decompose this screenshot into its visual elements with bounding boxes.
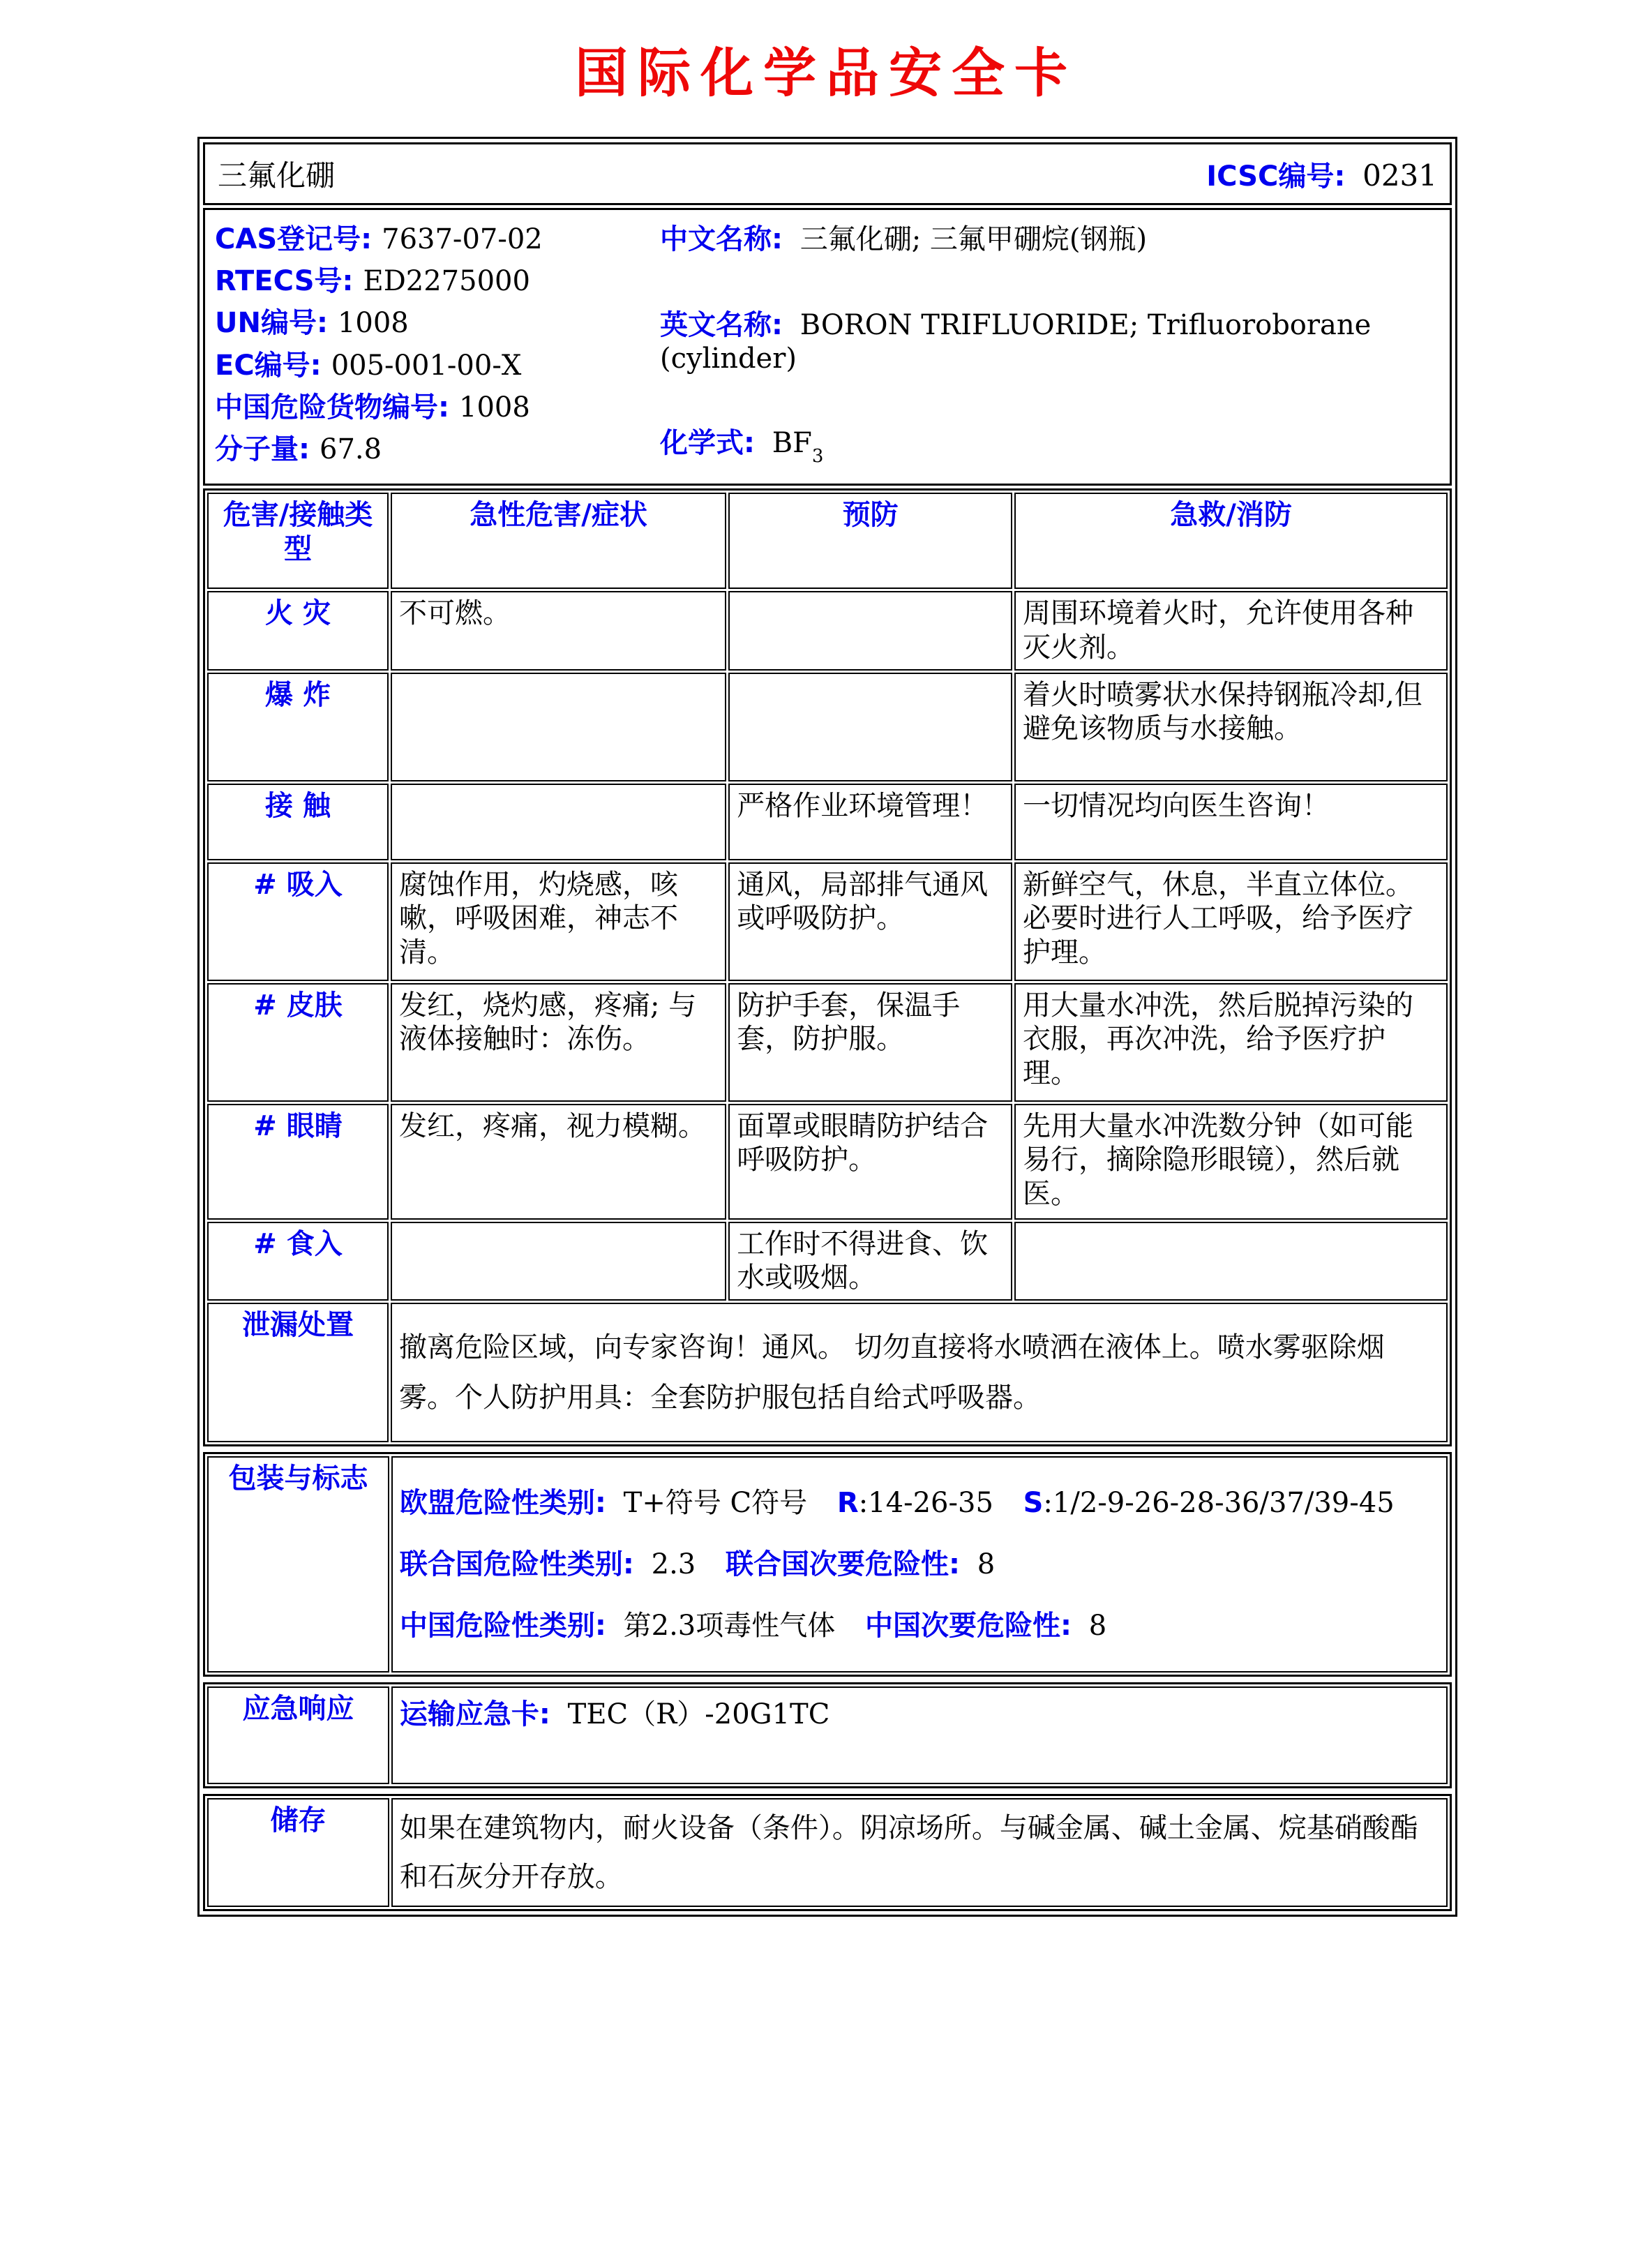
english-name-label: 英文名称: [660,309,783,341]
col-header-hazard-type: 危害/接触类型 [207,493,389,589]
packaging-table [203,1452,1452,1677]
ec-number-value: 005-001-00-X [331,349,522,382]
skin-symptoms: 发红，烧灼感，疼痛; 与液体接触时：冻伤。 [391,983,726,1102]
contact-prevention: 严格作业环境管理！ [728,784,1012,860]
ec-number-row [215,343,647,383]
transport-emergency-card-value: TEC（R）-20G1TC [567,1698,830,1731]
china-hazard-class-line [400,1604,1439,1647]
china-dg-number-row [215,385,647,425]
safety-card [197,137,1457,1917]
ingestion-prevention: 工作时不得进食、饮水或吸烟。 [728,1222,1012,1301]
un-number-value: 1008 [337,307,409,340]
card-header [203,142,1452,205]
formula-row [660,421,1437,467]
page-title: 国际化学品安全卡 [575,42,1077,104]
col-header-firstaid: 急救/消防 [1014,493,1448,589]
explosion-prevention [728,673,1012,781]
un-number-row [215,301,647,341]
hazard-row-inhalation [207,862,1448,981]
molecular-weight-row [215,427,647,467]
spill-disposal-text: 撤离危险区域，向专家咨询！通风。 切勿直接将水喷洒在液体上。喷水雾驱除烟雾。个人防护用具：全套防护服包括自给式呼吸器。 [391,1303,1448,1442]
chinese-name-value: 三氟化硼; 三氟甲硼烷(钢瓶) [799,223,1148,255]
skin-firstaid: 用大量水冲洗，然后脱掉污染的衣服，再次冲洗，给予医疗护理。 [1014,983,1448,1102]
row-label-contact: 接 触 [207,784,389,860]
english-name-row [660,303,1437,375]
ingestion-firstaid [1014,1222,1448,1301]
inhalation-firstaid: 新鲜空气，休息，半直立体位。必要时进行人工呼吸，给予医疗护理。 [1014,862,1448,981]
un-hazard-class-label: 联合国危险性类别: [399,1548,634,1581]
molecular-weight-value: 67.8 [320,433,382,465]
un-hazard-class-line [400,1543,1439,1586]
english-name-value: BORON TRIFLUORIDE; Trifluoroborane (cylinder) [660,309,1372,375]
chinese-name-label: 中文名称: [660,223,783,255]
hazard-table [203,488,1452,1446]
cas-number-value: 7637-07-02 [382,223,543,255]
fire-firstaid: 周围环境着火时，允许使用各种灭火剂。 [1014,591,1448,671]
eu-hazard-class-label: 欧盟危险性类别: [399,1487,606,1520]
col-header-prevention: 预防 [728,493,1012,589]
packaging-row [207,1456,1448,1673]
emergency-response-row [207,1686,1448,1784]
emergency-response-table [203,1682,1452,1788]
eu-hazard-class-line [400,1481,1439,1525]
formula-subscript: 3 [811,446,824,467]
chinese-name-row [660,217,1437,257]
hazard-row-skin [207,983,1448,1102]
hazard-row-spill-disposal [207,1303,1448,1442]
inhalation-prevention: 通风，局部排气通风或呼吸防护。 [728,862,1012,981]
hazard-row-contact [207,784,1448,860]
storage-content: 如果在建筑物内，耐火设备（条件）。阴凉场所。与碱金属、碱土金属、烷基硝酸酯和石灰分开存放。 [391,1798,1448,1907]
china-subsidiary-risk-value: 8 [1088,1610,1107,1643]
packaging-content [391,1456,1448,1673]
hazard-row-explosion [207,673,1448,781]
hazard-row-eyes [207,1104,1448,1220]
icsc-number-label: ICSC编号: [1206,160,1346,193]
china-subsidiary-risk-label: 中国次要危险性: [864,1610,1072,1643]
r-phrases-label: R [836,1487,859,1520]
hazard-table-header-row [207,493,1448,589]
fire-prevention [728,591,1012,671]
cas-number-label: CAS登记号: [215,223,373,255]
row-label-spill-disposal: 泄漏处置 [207,1303,389,1442]
row-label-eyes: # 眼睛 [207,1104,389,1220]
rtecs-number-value: ED2275000 [363,265,530,298]
transport-emergency-card-label: 运输应急卡: [399,1698,550,1731]
contact-firstaid: 一切情况均向医生咨询！ [1014,784,1448,860]
rtecs-number-row [215,259,647,299]
ingestion-symptoms [391,1222,726,1301]
explosion-symptoms [391,673,726,781]
row-label-explosion: 爆 炸 [207,673,389,781]
eyes-firstaid: 先用大量水冲洗数分钟（如可能易行，摘除隐形眼镜），然后就医。 [1014,1104,1448,1220]
row-label-inhalation: # 吸入 [207,862,389,981]
s-phrases-label: S [1023,1487,1044,1520]
explosion-firstaid: 着火时喷雾状水保持钢瓶冷却,但避免该物质与水接触。 [1014,673,1448,781]
formula-value: $BF_3$ [772,427,824,467]
china-dg-number-label: 中国危险货物编号: [215,391,449,424]
un-number-label: UN编号: [215,307,328,340]
molecular-weight-label: 分子量: [215,433,310,465]
skin-prevention: 防护手套，保温手套，防护服。 [728,983,1012,1102]
emergency-response-content [391,1686,1448,1784]
fire-symptoms: 不可燃。 [391,591,726,671]
hazard-row-fire [207,591,1448,671]
storage-row [207,1798,1448,1907]
row-label-skin: # 皮肤 [207,983,389,1102]
un-hazard-class-value: 2.3 [651,1548,696,1581]
un-subsidiary-risk-value: 8 [977,1548,996,1581]
ec-number-label: EC编号: [215,349,322,382]
identifier-list [215,217,647,467]
eyes-prevention: 面罩或眼睛防护结合呼吸防护。 [728,1104,1012,1220]
contact-symptoms [391,784,726,860]
name-list [660,217,1437,467]
eyes-symptoms: 发红，疼痛，视力模糊。 [391,1104,726,1220]
rtecs-number-label: RTECS号: [215,265,354,298]
eu-hazard-class-value: T+符号 C符号 [623,1487,808,1520]
formula-label: 化学式: [660,427,755,459]
row-label-fire: 火 灾 [207,591,389,671]
inhalation-symptoms: 腐蚀作用，灼烧感，咳嗽，呼吸困难，神志不清。 [391,862,726,981]
cas-number-row [215,217,647,257]
col-header-symptoms: 急性危害/症状 [391,493,726,589]
storage-table [203,1794,1452,1911]
r-phrases-value: :14-26-35 [858,1487,993,1520]
icsc-number-value: 0231 [1362,158,1437,193]
un-subsidiary-risk-label: 联合国次要危险性: [725,1548,960,1581]
identifiers-box [203,208,1452,486]
row-label-packaging: 包装与标志 [207,1456,389,1673]
chemical-name: 三氟化硼 [218,158,336,193]
row-label-emergency-response: 应急响应 [207,1686,389,1784]
icsc-number [1206,154,1437,194]
row-label-storage: 储存 [207,1798,389,1907]
s-phrases-value: :1/2-9-26-28-36/37/39-45 [1043,1487,1395,1520]
china-dg-number-value: 1008 [459,391,530,424]
china-hazard-class-value: 第2.3项毒性气体 [623,1610,836,1643]
row-label-ingestion: # 食入 [207,1222,389,1301]
hazard-row-ingestion [207,1222,1448,1301]
china-hazard-class-label: 中国危险性类别: [399,1610,606,1643]
